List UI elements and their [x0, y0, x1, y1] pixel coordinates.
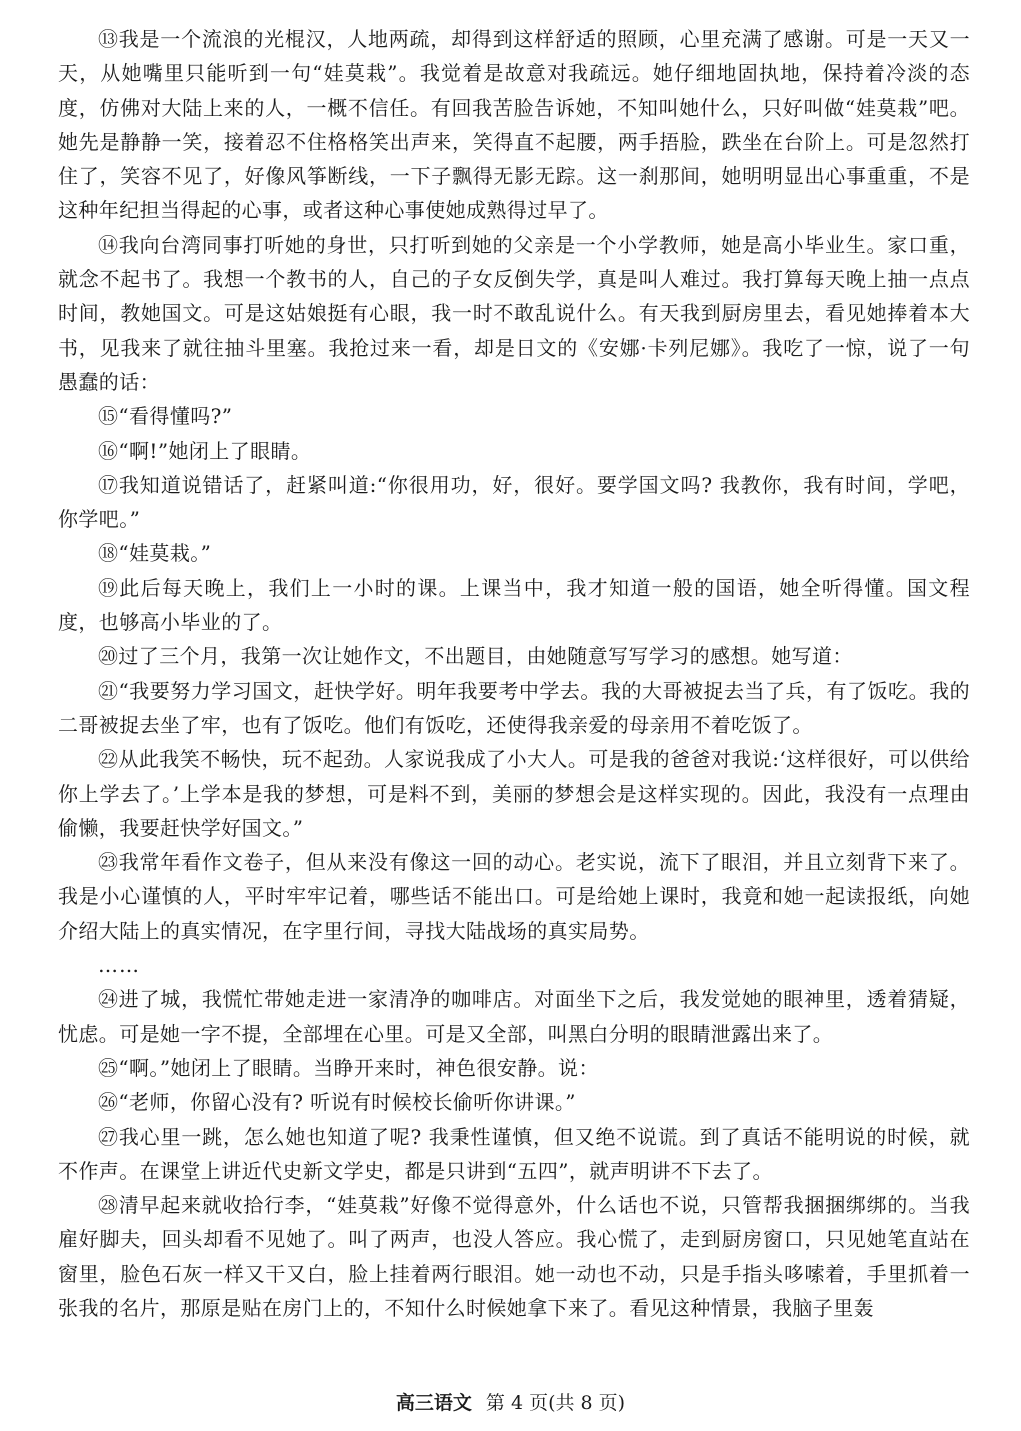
- paragraph-25: ㉕“啊。”她闭上了眼睛。当睁开来时，神色很安静。说：: [98, 1055, 599, 1080]
- paragraph-18: ⑱“娃莫栽。”: [98, 541, 212, 566]
- paragraph-15: ⑮“看得懂吗?”: [98, 404, 233, 429]
- paragraph-23: ㉓我常年看作文卷子，但从来没有像这一回的动心。老实说，流下了眼泪，并且立刻背下来了。我是小心谨慎的人，平时牢牢记着，哪些话不能出口。可是给她上课时，我竟和她一起读报纸，向她介绍大陆上的真实情况，在字里行间，寻找大陆战场的真实局势。: [58, 850, 970, 943]
- paragraph-13: ⑬我是一个流浪的光棍汉，人地两疏，却得到这样舒适的照顾，心里充满了感谢。可是一天又一天，从她嘴里只能听到一句“娃莫栽”。我觉着是故意对我疏远。她仔细地固执地，保持着冷淡的态度，仿佛对大陆上来的人，一概不信任。有回我苦脸告诉她，不知叫她什么，只好叫做“娃莫栽”吧。她先是静静一笑，接着忍不住格格笑出声来，笑得直不起腰，两手捂脸，跌坐在台阶上。可是忽然打住了，笑容不见了，好像风筝断线，一下子飘得无影无踪。这一刹那间，她明明显出心事重重，不是这种年纪担当得起的心事，或者这种心事使她成熟得过早了。: [58, 27, 970, 223]
- paragraph-17: ⑰我知道说错话了，赶紧叫道:“你很用功，好，很好。要学国文吗? 我教你，我有时间，学吧，你学吧。”: [58, 472, 970, 532]
- footer-page-number: 第 4 页(共 8 页): [485, 1392, 626, 1414]
- paragraph-16: ⑯“啊!”她闭上了眼睛。: [98, 438, 312, 463]
- paragraph-19: ⑲此后每天晚上，我们上一小时的课。上课当中，我才知道一般的国语，她全听得懂。国文程度，也够高小毕业的了。: [58, 575, 970, 635]
- paragraph-26: ㉖“老师，你留心没有? 听说有时候校长偷听你讲课。”: [98, 1090, 576, 1115]
- omission-ellipsis: ……: [98, 953, 140, 978]
- paragraph-24: ㉔进了城，我慌忙带她走进一家清净的咖啡店。对面坐下之后，我发觉她的眼神里，透着猜疑，忧虑。可是她一字不提，全部埋在心里。可是又全部，叫黑白分明的眼睛泄露出来了。: [58, 987, 970, 1046]
- paragraph-21: ㉑“我要努力学习国文，赶快学好。明年我要考中学去。我的大哥被捉去当了兵，有了饭吃。我的二哥被捉去坐了牢，也有了饭吃。他们有饭吃，还使得我亲爱的母亲用不着吃饭了。: [58, 678, 970, 737]
- paragraph-28: ㉘清早起来就收拾行李，“娃莫栽”好像不觉得意外，什么话也不说，只管帮我捆捆绑绑的。当我雇好脚夫，回头却看不见她了。叫了两声，也没人答应。我心慌了，走到厨房窗口，只见她笔直站在窗里，脸色石灰一样又干又白，脸上挂着两行眼泪。她一动也不动，只是手指头哆嗦着，手里抓着一张我的名片，那原是贴在房门上的，不知什么时候她拿下来了。看见这种情景，我脑子里轰: [58, 1193, 970, 1320]
- paragraph-27: ㉗我心里一跳，怎么她也知道了呢? 我秉性谨慎，但又绝不说谎。到了真话不能明说的时候，就不作声。在课堂上讲近代史新文学史，都是只讲到“五四”，就声明讲不下去了。: [58, 1124, 970, 1183]
- document-page: [58, 22, 970, 1325]
- paragraph-20: ⑳过了三个月，我第一次让她作文，不出题目，由她随意写写学习的感想。她写道：: [98, 644, 853, 669]
- paragraph-22: ㉒从此我笑不畅快，玩不起劲。人家说我成了小大人。可是我的爸爸对我说:‘这样很好，可以供给你上学去了。’上学本是我的梦想，可是料不到，美丽的梦想会是这样实现的。因此，我没有一点理由偷懒，我要赶快学好国文。”: [58, 747, 970, 840]
- footer-subject: 高三语文: [395, 1392, 472, 1414]
- paragraph-14: ⑭我向台湾同事打听她的身世，只打听到她的父亲是一个小学教师，她是高小毕业生。家口重，就念不起书了。我想一个教书的人，自己的子女反倒失学，真是叫人难过。我打算每天晚上抽一点点时间，教她国文。可是这姑娘挺有心眼，我一时不敢乱说什么。有天我到厨房里去，看见她捧着本大书，见我来了就往抽斗里塞。我抢过来一看，却是日文的《安娜·卡列尼娜》。我吃了一惊，说了一句愚蠢的话：: [58, 232, 970, 394]
- page-footer: [0, 1388, 1021, 1415]
